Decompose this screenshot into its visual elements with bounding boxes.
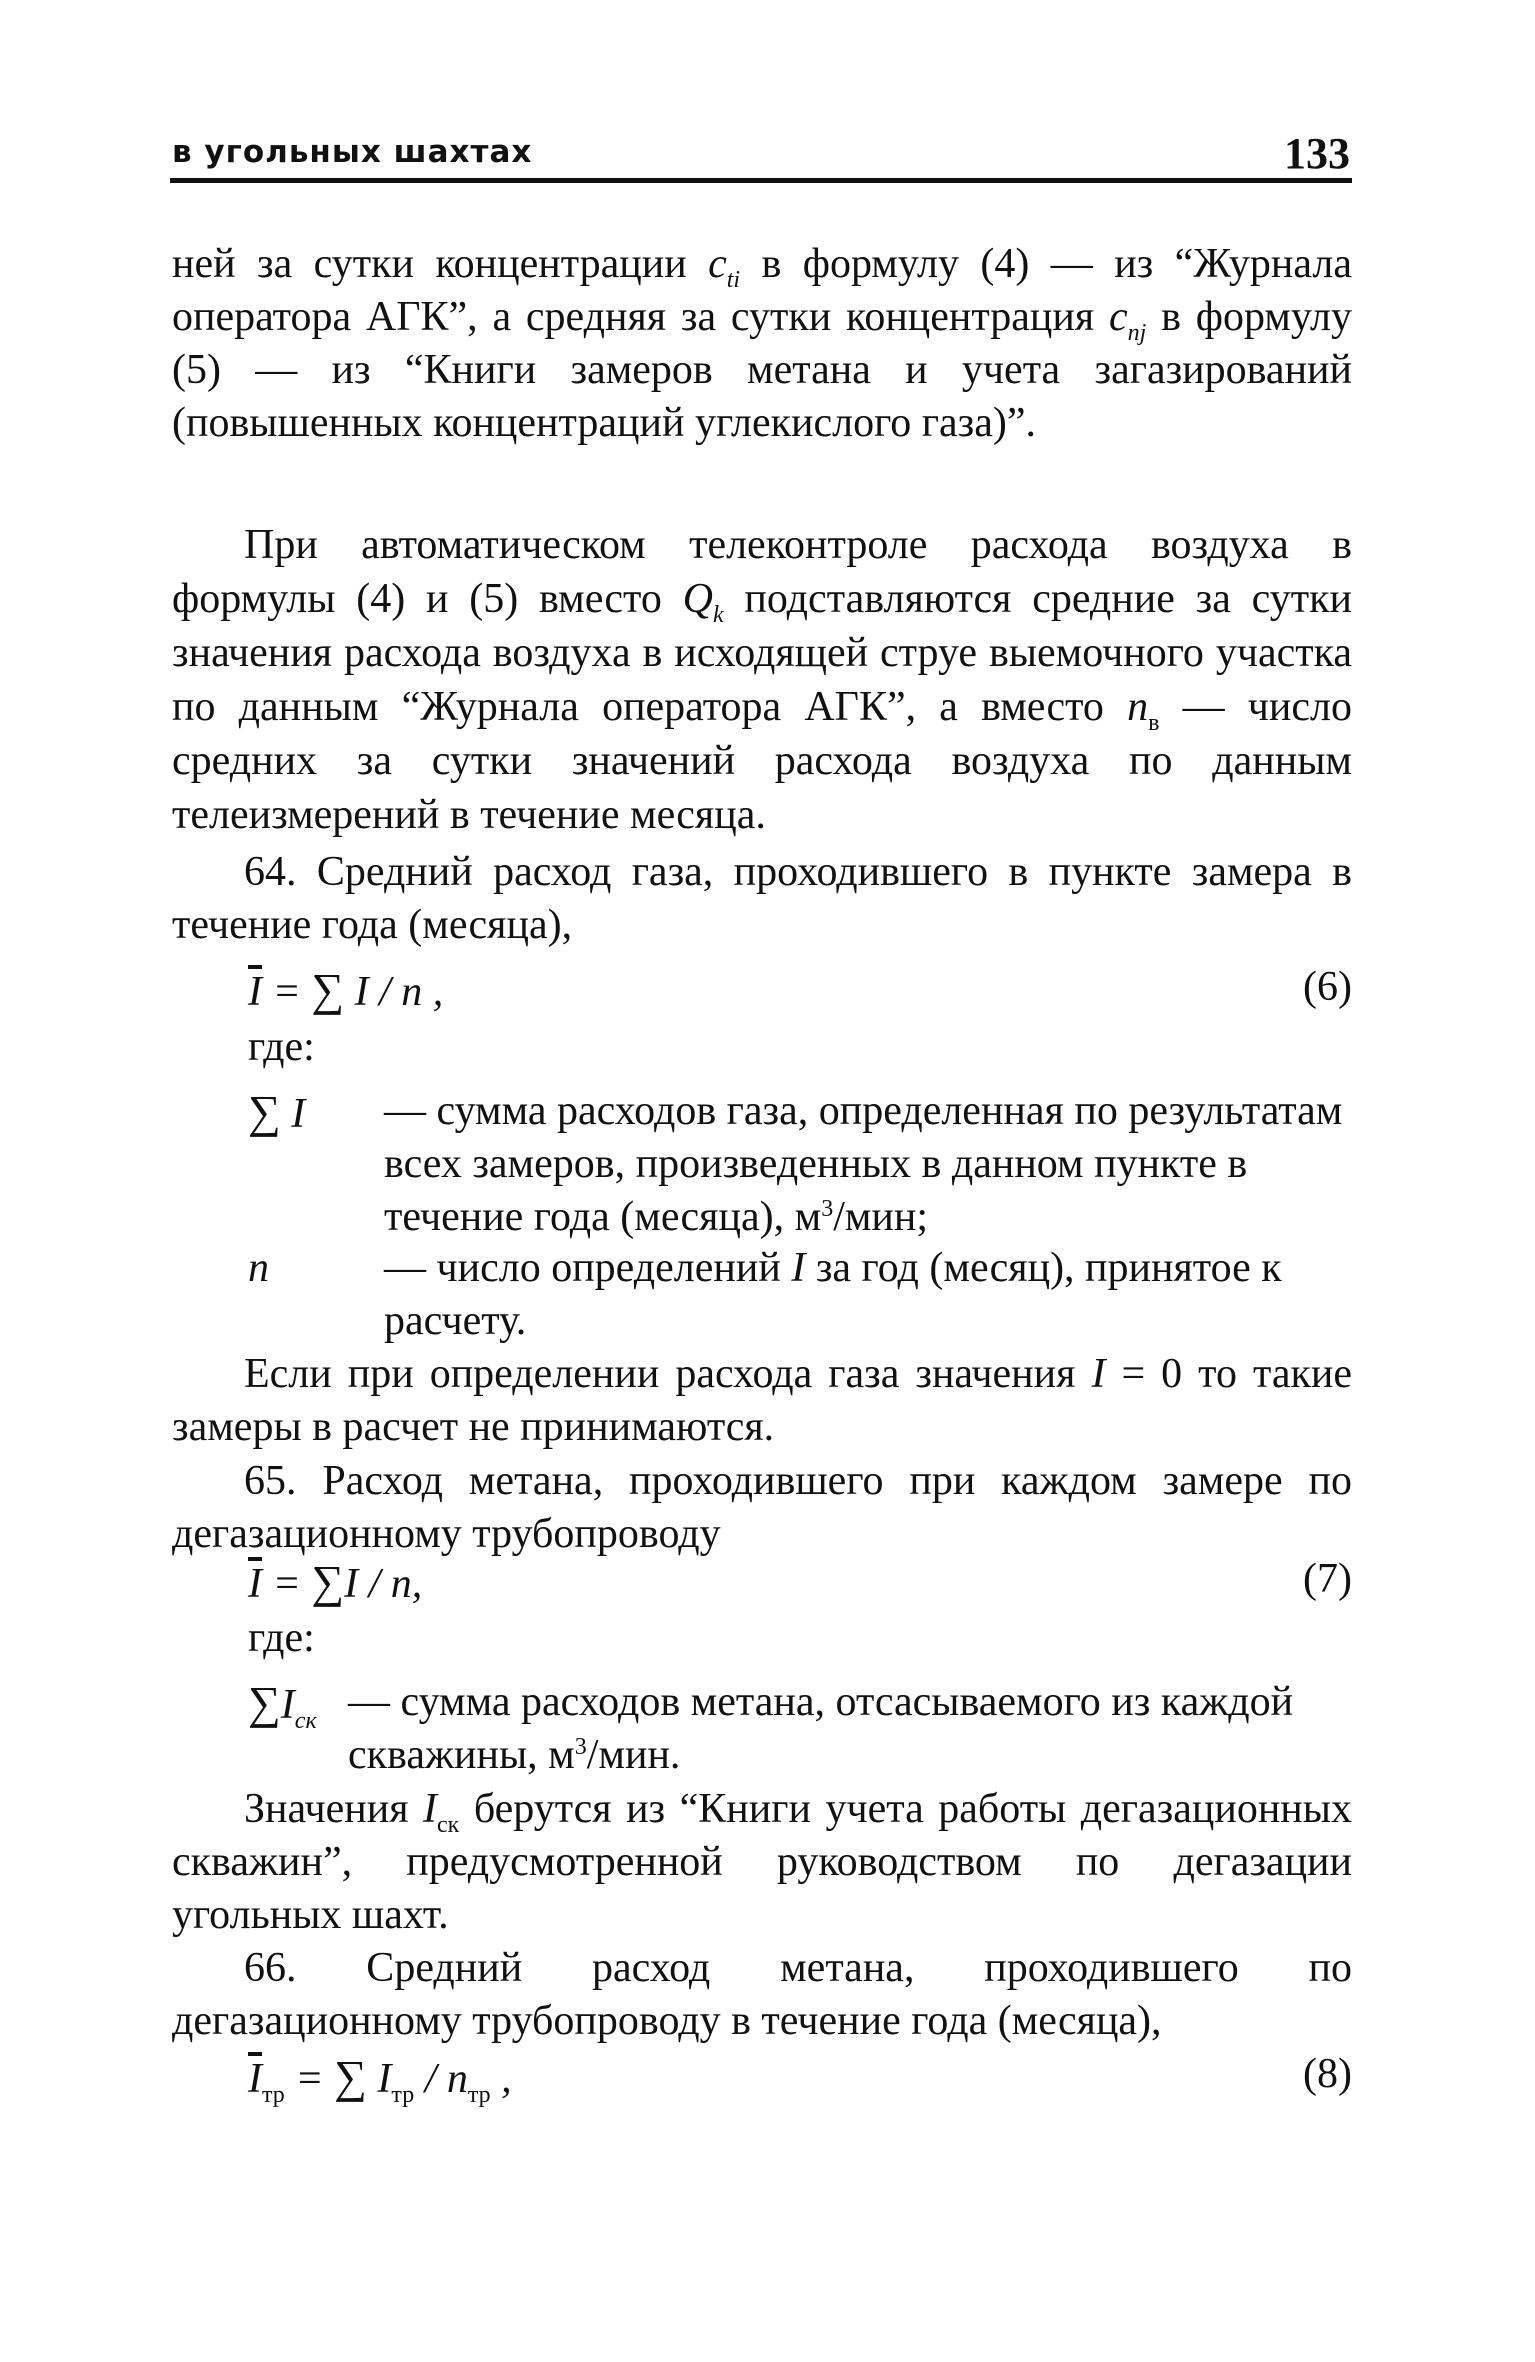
header-rule [170, 178, 1352, 183]
page-number: 133 [1284, 129, 1350, 178]
paragraph-isk-source: Значения $I_{ск}$ берутся из “Книги учета работы дегазационных скважин”, предусмотренной руководством по дегазации угольных шахт. [172, 1786, 1353, 1938]
definition-text: — сумма расходов метана, отсасываемого из каждой скважины, $м^3$/мин. [348, 1679, 1294, 1778]
where-label-7: где: [248, 1615, 315, 1661]
formula-8-expression: $\overline{I}_{тр}$ = ∑ $I_{тр} / n_{тр}$ , [248, 2051, 512, 2108]
definition-symbol: $\sum I_{ск}$ [248, 1677, 317, 1734]
formula-7-expression: $\overline{I} = \sum I / n$, [248, 1556, 423, 1607]
paragraph-1: ней за сутки концентрации $c_{ti}$ в формулу (4) — из “Журнала оператора АГК”, а средняя за сутки концентрация $c_{nj}$ в формулу (5) — из “Книги замеров метана и учета загазирований (повышенных концентраций углекислого газа)”. [172, 241, 1352, 446]
definition-symbol: n [248, 1245, 269, 1291]
running-title: в угольных шахтах [172, 134, 533, 170]
paragraph-66: 66. Средний расход метана, проходившего по дегазационному трубопроводу в течение года (месяца), [172, 1945, 1352, 2044]
running-header [172, 128, 1350, 180]
where-label-6: где: [248, 1024, 315, 1070]
definition-symbol: ∑ I [248, 1086, 306, 1137]
paragraph-2: При автоматическом телеконтроле расхода воздуха в формулы (4) и (5) вместо $Q_k$ подставляются средние за сутки значения расхода воздуха в исходящей струе выемочного участка по данным “Журнала оператора АГК”, а вместо $n_в$ — число средних за сутки значений расхода воздуха по данным телеизмерений в течение месяца. [172, 522, 1352, 838]
formula-6-expression: $\overline{I}$ = ∑ I / n , [248, 964, 444, 1015]
definition-text: — число определений I за год (месяц), принятое к расчету. [384, 1245, 1282, 1344]
formula-7-number: (7) [1303, 1556, 1352, 1602]
paragraph-64: 64. Средний расход газа, проходившего в пункте замера в течение года (месяца), [172, 849, 1352, 948]
formula-6-number: (6) [1303, 964, 1352, 1010]
formula-8-number: (8) [1303, 2051, 1352, 2097]
formula-6 [248, 963, 1352, 1019]
definition-text: — сумма расходов газа, определенная по результатам всех замеров, произведенных в данном пункте в течение года (месяца), $м^3$/мин; [384, 1088, 1343, 1240]
paragraph-zero-note: Если при определении расхода газа значения I = 0 то такие замеры в расчет не принимаются. [172, 1351, 1352, 1450]
formula-8 [248, 2050, 1352, 2106]
paragraph-65: 65. Расход метана, проходившего при каждом замере по дегазационному трубопроводу [172, 1458, 1352, 1557]
formula-7 [248, 1555, 1352, 1611]
